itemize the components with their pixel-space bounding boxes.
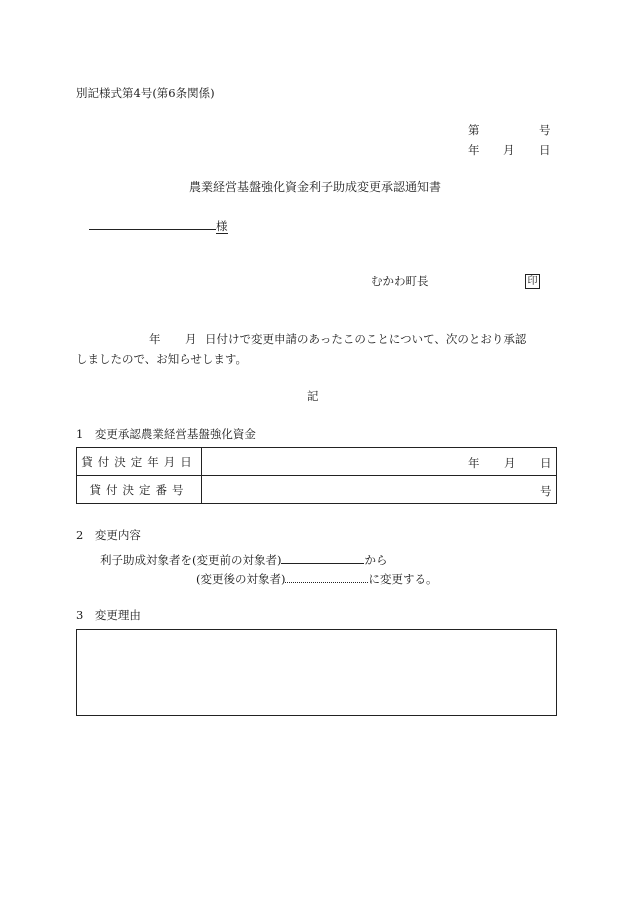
date-day-label: 日	[539, 143, 551, 157]
body-line-2: しましたので、お知らせします。	[76, 352, 248, 366]
body-date-year: 年	[149, 332, 161, 346]
addressee-honorific: 様	[216, 219, 228, 233]
change-line-2	[196, 570, 437, 587]
change-line-1	[100, 551, 387, 568]
section-3-heading: 3 変更理由	[76, 608, 141, 622]
row-month: 月	[504, 456, 516, 470]
form-reference: 別記様式第4号(第6条関係)	[76, 86, 215, 100]
sender-name: むかわ町長	[371, 274, 429, 288]
body-date-month: 月	[185, 332, 197, 346]
loan-decision-number-label: 貸付決定番号	[77, 476, 202, 504]
document-number-suffix: 号	[539, 123, 551, 137]
date-year-label: 年	[468, 143, 480, 157]
section-2-heading: 2 変更内容	[76, 528, 141, 542]
before-target-blank	[281, 551, 364, 564]
change-before-suffix: から	[364, 553, 388, 567]
table-row	[77, 448, 557, 476]
seal-icon: 印	[525, 274, 540, 289]
document-number-prefix: 第	[468, 123, 480, 137]
change-before-label: 利子助成対象者を(変更前の対象者)	[100, 553, 282, 567]
date-month-label: 月	[503, 143, 515, 157]
loan-decision-date-label: 貸付決定年月日	[77, 448, 202, 476]
after-target-blank	[285, 570, 368, 583]
document-title: 農業経営基盤強化資金利子助成変更承認通知書	[188, 180, 441, 194]
body-line-1: 日付けで変更申請のあったこのことについて、次のとおり承認	[205, 332, 527, 346]
change-after-label: (変更後の対象者)	[196, 572, 286, 586]
change-after-suffix: に変更する。	[368, 572, 438, 586]
loan-info-table	[76, 447, 557, 504]
row-number-suffix: 号	[540, 484, 552, 498]
row-year: 年	[468, 456, 480, 470]
ki-heading: 記	[307, 389, 319, 403]
row-day: 日	[540, 456, 552, 470]
addressee-name-blank	[89, 217, 216, 230]
table-row	[77, 476, 557, 504]
loan-decision-date-value	[202, 448, 557, 476]
section-1-heading: 1 変更承認農業経営基盤強化資金	[76, 427, 256, 441]
change-reason-box	[76, 629, 557, 716]
seal-mark	[525, 273, 540, 289]
loan-decision-number-value	[202, 476, 557, 504]
addressee	[89, 217, 228, 234]
